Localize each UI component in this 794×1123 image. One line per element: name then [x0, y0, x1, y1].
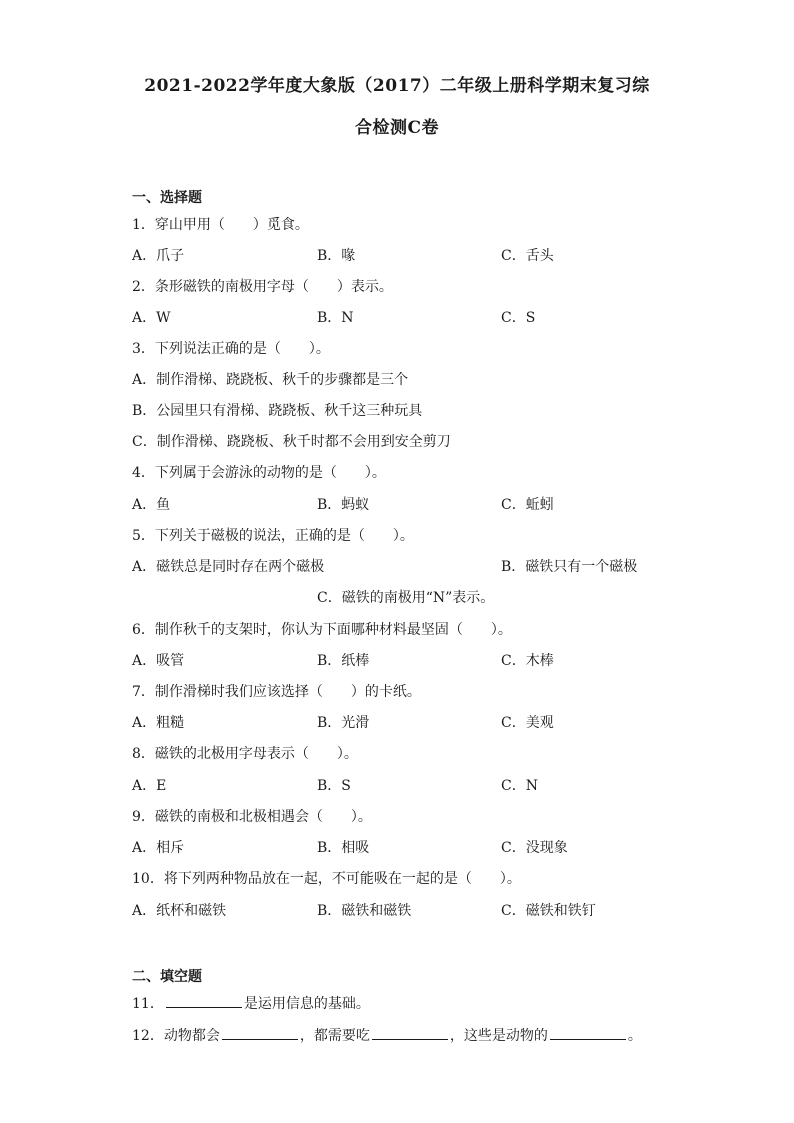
document-title-line2: 合检测C卷	[354, 118, 440, 138]
question-7: 7．制作滑梯时我们应该选择（ ）的卡纸。	[132, 684, 421, 700]
question-1-option-b: B．喙	[317, 248, 356, 264]
question-4-option-a: A．鱼	[132, 497, 171, 513]
question-8-option-a: A．E	[132, 778, 167, 794]
question-9-option-a: A．相斥	[132, 840, 185, 856]
section-heading-fill: 二、填空题	[132, 969, 202, 985]
question-6-option-c: C．木棒	[501, 653, 554, 669]
question-10: 10．将下列两种物品放在一起，不可能吸在一起的是（ ）。	[132, 871, 521, 887]
question-7-option-c: C．美观	[501, 715, 554, 731]
question-12-mid2: ，这些是动物的	[449, 1028, 548, 1044]
answer-blank[interactable]	[550, 1025, 626, 1040]
question-8-option-b: B．S	[317, 778, 351, 794]
question-2-option-b: B．N	[317, 310, 354, 326]
question-1-option-c: C．舌头	[501, 248, 554, 264]
question-2: 2．条形磁铁的南极用字母（ ）表示。	[132, 279, 393, 295]
question-2-option-a: A．W	[132, 310, 171, 326]
question-9: 9．磁铁的南极和北极相遇会（ ）。	[132, 809, 372, 825]
question-11-number: 11．	[132, 996, 164, 1012]
question-2-option-c: C．S	[501, 310, 536, 326]
question-6-option-a: A．吸管	[132, 653, 185, 669]
question-5-option-a: A．磁铁总是同时存在两个磁极	[132, 559, 325, 575]
question-9-option-c: C．没现象	[501, 840, 568, 856]
question-4-option-b: B．蚂蚁	[317, 497, 370, 513]
question-5-option-c: C．磁铁的南极用“N”表示。	[317, 590, 495, 606]
question-7-option-b: B．光滑	[317, 715, 370, 731]
question-11	[132, 993, 370, 1013]
question-1-option-a: A．爪子	[132, 248, 185, 264]
question-3: 3．下列说法正确的是（ ）。	[132, 341, 330, 357]
question-8: 8．磁铁的北极用字母表示（ ）。	[132, 746, 358, 762]
answer-blank[interactable]	[372, 1025, 448, 1040]
question-10-option-c: C．磁铁和铁钉	[501, 903, 596, 919]
question-7-option-a: A．粗糙	[132, 715, 185, 731]
question-1: 1．穿山甲用（ ）觅食。	[132, 217, 309, 233]
question-3-option-a: A．制作滑梯、跷跷板、秋千的步骤都是三个	[132, 372, 409, 388]
question-9-option-b: B．相吸	[317, 840, 370, 856]
question-10-option-b: B．磁铁和磁铁	[317, 903, 412, 919]
question-5-option-b: B．磁铁只有一个磁极	[501, 559, 638, 575]
question-10-option-a: A．纸杯和磁铁	[132, 903, 227, 919]
question-12-start: 12．动物都会	[132, 1028, 220, 1044]
question-4: 4．下列属于会游泳的动物的是（ ）。	[132, 465, 386, 481]
question-8-option-c: C．N	[501, 778, 538, 794]
answer-blank[interactable]	[222, 1025, 298, 1040]
answer-blank[interactable]	[166, 993, 242, 1008]
question-3-option-c: C．制作滑梯、跷跷板、秋千时都不会用到安全剪刀	[132, 434, 451, 450]
question-12	[132, 1025, 642, 1045]
question-12-end: 。	[627, 1028, 642, 1044]
question-4-option-c: C．蚯蚓	[501, 497, 554, 513]
question-3-option-b: B．公园里只有滑梯、跷跷板、秋千这三种玩具	[132, 403, 423, 419]
section-heading-choice: 一、选择题	[132, 190, 202, 206]
question-5: 5．下列关于磁极的说法，正确的是（ ）。	[132, 528, 414, 544]
question-12-mid1: ，都需要吃	[299, 1028, 370, 1044]
question-11-text: 是运用信息的基础。	[243, 996, 370, 1012]
document-title-line1: 2021-2022学年度大象版（2017）二年级上册科学期末复习综	[144, 76, 650, 96]
question-6: 6．制作秋千的支架时，你认为下面哪种材料最坚固（ ）。	[132, 622, 512, 638]
question-6-option-b: B．纸棒	[317, 653, 370, 669]
